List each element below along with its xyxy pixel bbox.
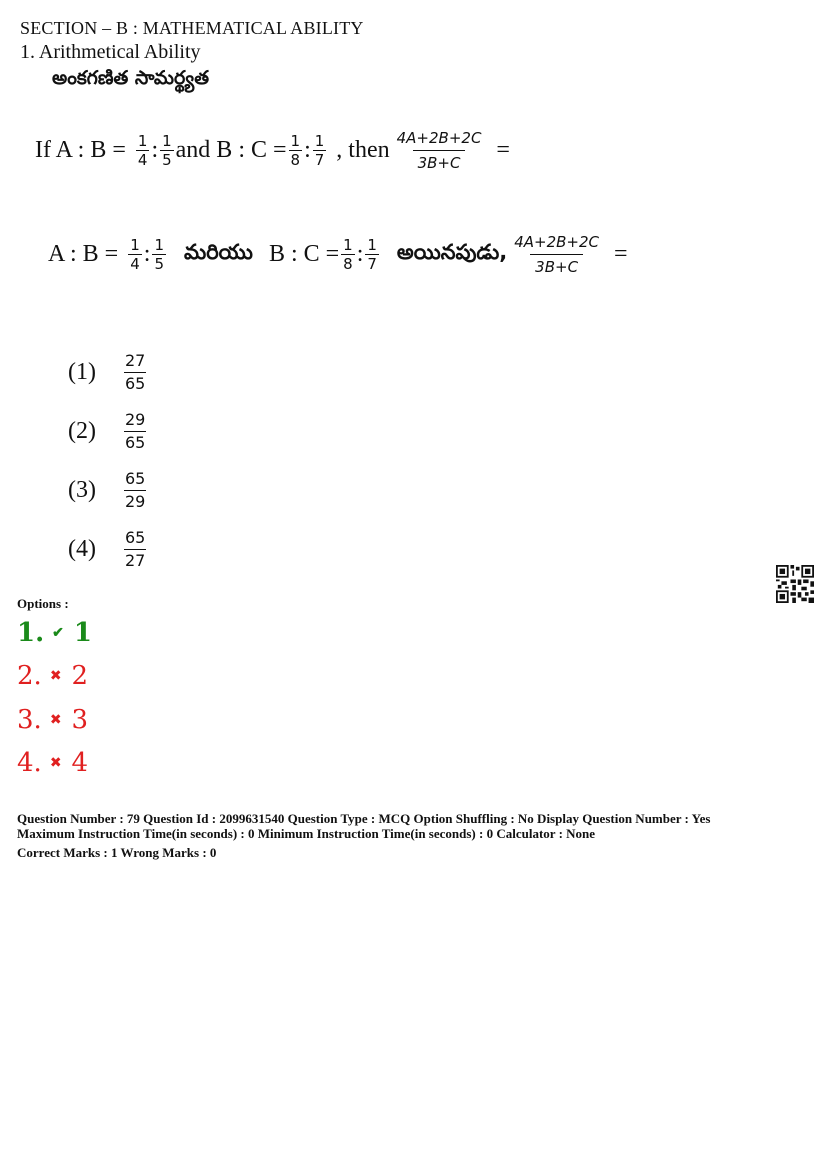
choice-fraction	[124, 527, 146, 572]
topic-title: 1. Arithmetical Ability	[20, 41, 201, 63]
answer-value: 1	[73, 618, 92, 648]
fraction-b2	[289, 132, 303, 169]
choice-fraction	[124, 409, 146, 454]
question-meta-line-1: Question Number : 79 Question Id : 2099631540 Question Type : MCQ Option Shuffling : No Display Question Number : Yes	[17, 811, 711, 826]
fraction-c	[313, 132, 327, 169]
question-prefix: A : B =	[48, 241, 119, 267]
section-title: SECTION – B : MATHEMATICAL ABILITY	[20, 18, 364, 38]
fraction-denominator: 8	[343, 255, 353, 273]
choice-fraction	[124, 350, 146, 395]
answer-value: 3	[71, 705, 89, 735]
fraction-denominator: 7	[314, 151, 325, 169]
options-label: Options :	[17, 596, 69, 611]
fraction-numerator: 29	[125, 410, 146, 429]
fraction-numerator: 1	[137, 132, 148, 150]
answer-option-2	[17, 661, 88, 691]
fraction-denominator: 27	[125, 551, 146, 570]
fraction-numerator: 1	[130, 236, 140, 254]
fraction-denominator: 8	[290, 151, 301, 169]
answer-index: 2.	[17, 661, 42, 691]
ratio-colon: :	[356, 241, 364, 267]
answer-index: 4.	[17, 748, 42, 778]
choice-1	[68, 350, 148, 395]
choice-label: (4)	[68, 536, 96, 562]
choice-2	[68, 409, 148, 454]
answer-option-1	[17, 618, 92, 648]
fraction-denominator: 4	[130, 255, 140, 273]
fraction-denominator: 5	[154, 255, 164, 273]
fraction-numerator: 27	[125, 351, 146, 370]
fraction-numerator: 65	[125, 469, 146, 488]
fraction-numerator: 1	[154, 236, 164, 254]
question-mid: B : C =	[268, 241, 340, 267]
expression-fraction	[509, 232, 604, 277]
question-telugu	[48, 232, 628, 277]
expression-fraction	[392, 128, 487, 173]
ratio-colon: :	[304, 137, 311, 163]
fraction-b	[160, 132, 174, 169]
telugu-word-then: అయినపుడు,	[396, 239, 508, 264]
check-icon: ✔	[52, 625, 64, 641]
expression-denominator: 3B+C	[530, 254, 583, 277]
fraction-numerator: 1	[162, 132, 172, 150]
fraction-denominator: 4	[137, 151, 148, 169]
fraction-a	[128, 236, 142, 273]
fraction-denominator: 65	[125, 374, 146, 393]
question-then: , then	[336, 137, 390, 163]
fraction-denominator: 29	[125, 492, 146, 511]
topic-title-telugu: అంకగణిత సామర్థ్యత	[52, 67, 210, 89]
expression-denominator: 3B+C	[413, 150, 466, 173]
question-english	[35, 128, 510, 173]
telugu-word-and: మరియు	[183, 239, 253, 264]
ratio-colon: :	[143, 241, 151, 267]
fraction-numerator: 1	[314, 132, 325, 150]
choice-3	[68, 468, 148, 513]
cross-icon: ✖	[49, 712, 62, 728]
ratio-colon: :	[151, 137, 159, 163]
equals-sign: =	[614, 241, 628, 267]
fraction-denominator: 7	[367, 255, 377, 273]
answer-index: 1.	[17, 618, 45, 648]
question-meta-line-2: Maximum Instruction Time(in seconds) : 0 Minimum Instruction Time(in seconds) : 0 Calculator : None	[17, 826, 596, 841]
answer-option-3	[17, 705, 88, 735]
fraction-b2	[341, 236, 355, 273]
fraction-denominator: 65	[125, 433, 146, 452]
fraction-numerator: 1	[367, 236, 377, 254]
fraction-numerator: 65	[125, 528, 146, 547]
question-prefix: If A : B =	[35, 137, 126, 163]
choice-4	[68, 527, 148, 572]
expression-numerator: 4A+2B+2C	[396, 129, 482, 147]
cross-icon: ✖	[49, 668, 62, 684]
answer-value: 2	[71, 661, 89, 691]
choice-label: (1)	[68, 359, 96, 385]
question-meta-line-3: Correct Marks : 1 Wrong Marks : 0	[17, 845, 217, 860]
qr-code-icon	[776, 565, 814, 603]
expression-numerator: 4A+2B+2C	[514, 233, 600, 251]
fraction-numerator: 1	[290, 132, 301, 150]
answer-option-4	[17, 748, 88, 778]
choice-label: (3)	[68, 477, 96, 503]
cross-icon: ✖	[49, 755, 62, 771]
question-mid: and B : C =	[175, 137, 287, 163]
answer-value: 4	[71, 748, 89, 778]
answer-index: 3.	[17, 705, 42, 735]
fraction-b	[152, 236, 166, 273]
fraction-a	[136, 132, 150, 169]
choice-fraction	[124, 468, 146, 513]
choice-label: (2)	[68, 418, 96, 444]
equals-sign: =	[496, 137, 510, 163]
fraction-c	[365, 236, 379, 273]
fraction-denominator: 5	[162, 151, 172, 169]
fraction-numerator: 1	[343, 236, 353, 254]
